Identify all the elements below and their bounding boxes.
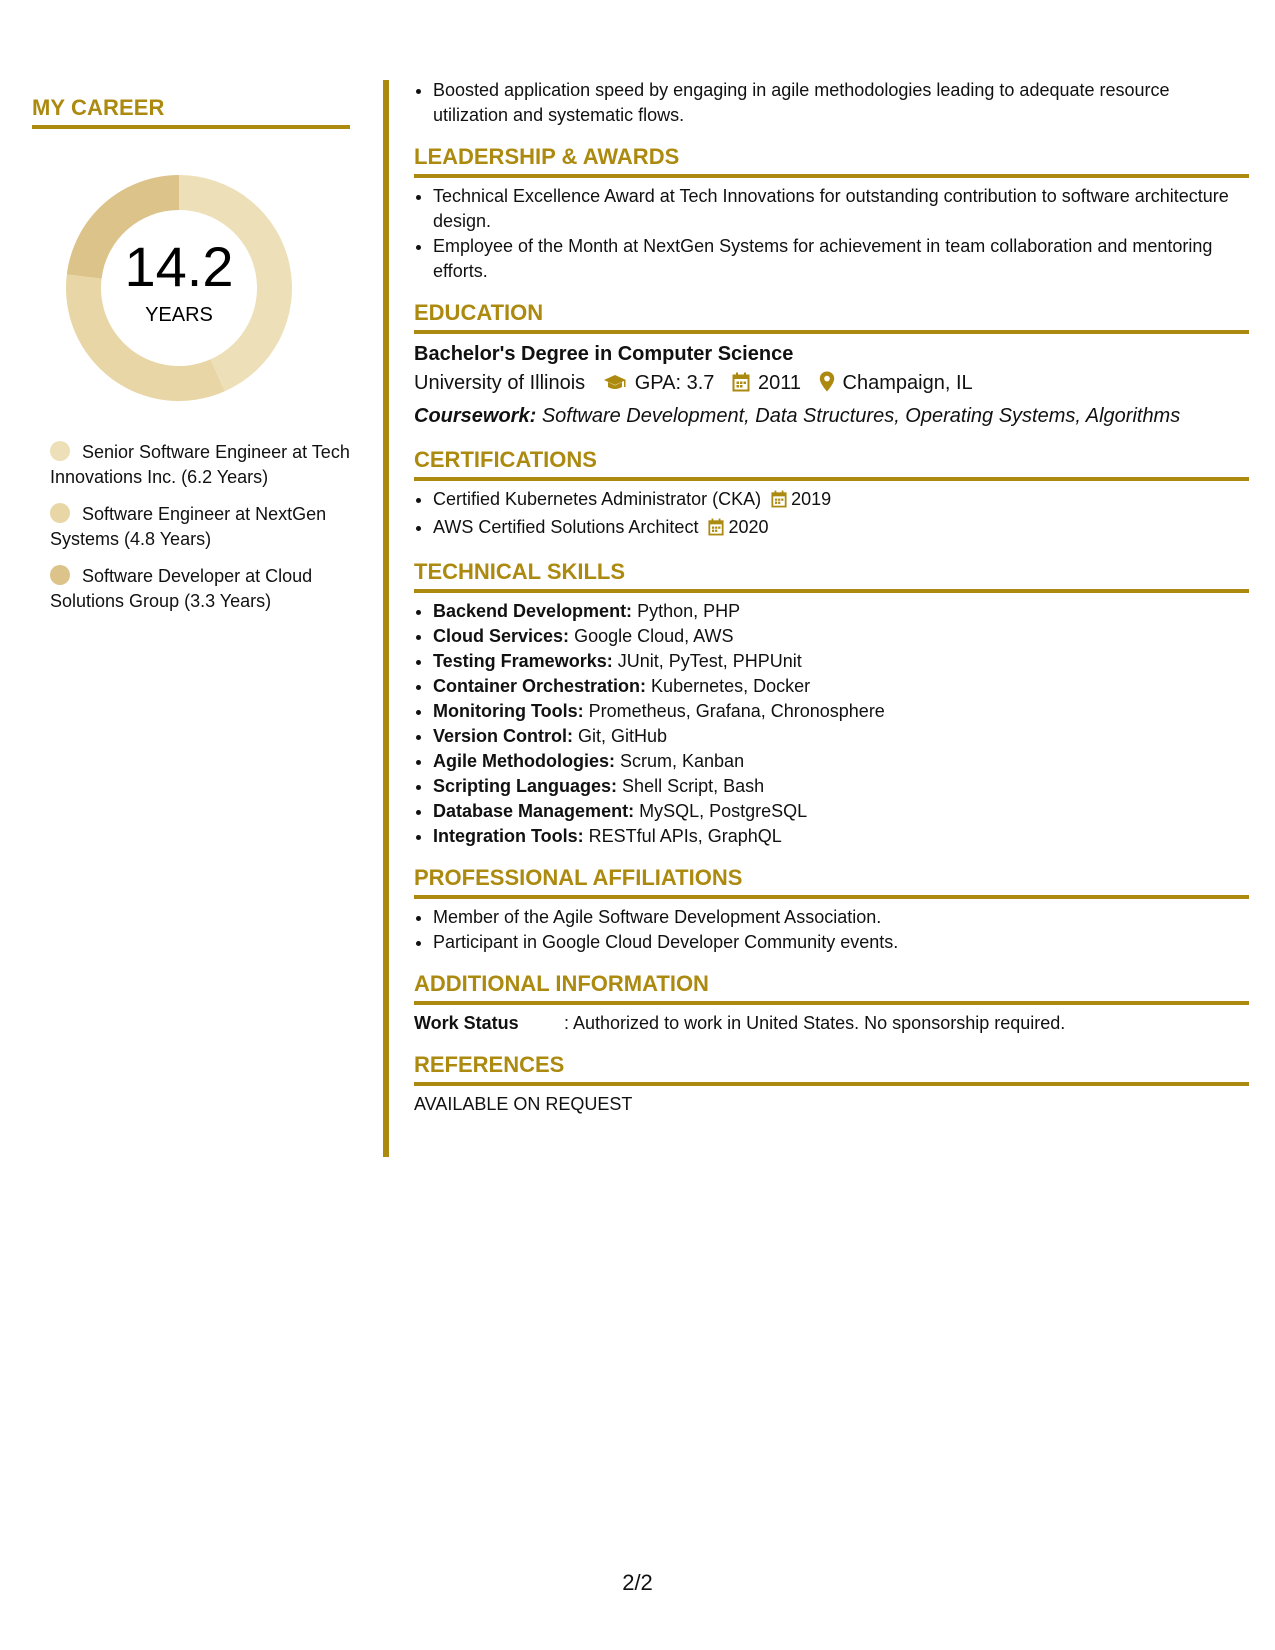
calendar-icon bbox=[732, 371, 750, 401]
certification-year: 2020 bbox=[728, 517, 769, 537]
coursework-label: Coursework: bbox=[414, 405, 537, 427]
total-years-value: 14.2 bbox=[124, 235, 234, 298]
coursework bbox=[414, 401, 1249, 431]
experience-bullets bbox=[414, 78, 1249, 128]
certifications-section bbox=[414, 447, 1249, 543]
legend-item bbox=[50, 440, 350, 490]
main-content bbox=[414, 78, 1249, 1117]
graduation-year: 2011 bbox=[757, 372, 801, 394]
skill-label: Scripting Languages: bbox=[433, 776, 618, 796]
legend-dot-icon bbox=[50, 441, 70, 461]
legend-label: Software Engineer at NextGen Systems (4.8 Years) bbox=[50, 504, 327, 549]
skill-value: Prometheus, Grafana, Chronosphere bbox=[588, 701, 885, 721]
skill-label: Cloud Services: bbox=[433, 626, 570, 646]
graduation-cap-icon bbox=[603, 371, 627, 401]
section-title: TECHNICAL SKILLS bbox=[414, 559, 1249, 593]
section-title: ADDITIONAL INFORMATION bbox=[414, 971, 1249, 1005]
school-location: Champaign, IL bbox=[842, 372, 973, 394]
list-item bbox=[433, 649, 1249, 674]
list-item bbox=[433, 674, 1249, 699]
section-title: LEADERSHIP & AWARDS bbox=[414, 144, 1249, 178]
list-item bbox=[433, 699, 1249, 724]
list-item: • Boosted application speed by engaging in agile methodologies leading to adequate resource utilization and systematic flows. bbox=[433, 78, 1249, 128]
legend-dot-icon bbox=[50, 565, 70, 585]
skills-section bbox=[414, 559, 1249, 849]
skill-value: Shell Script, Bash bbox=[622, 776, 765, 796]
additional-info-section bbox=[414, 971, 1249, 1036]
skill-label: Backend Development: bbox=[433, 601, 633, 621]
certification-year: 2019 bbox=[791, 489, 832, 509]
section-title: CERTIFICATIONS bbox=[414, 447, 1249, 481]
work-status bbox=[414, 1011, 1249, 1036]
education-details bbox=[414, 368, 1249, 401]
list-item bbox=[433, 624, 1249, 649]
section-title: REFERENCES bbox=[414, 1052, 1249, 1086]
skill-value: MySQL, PostgreSQL bbox=[639, 801, 808, 821]
page-number: 2/2 bbox=[622, 1570, 653, 1595]
list-item bbox=[433, 515, 1249, 543]
skill-value: Git, GitHub bbox=[578, 726, 668, 746]
skill-label: Database Management: bbox=[433, 801, 635, 821]
legend-item bbox=[50, 502, 350, 552]
list-item: • Member of the Agile Software Development Association. bbox=[433, 905, 1249, 930]
total-years-unit: YEARS bbox=[145, 304, 213, 326]
career-donut-chart bbox=[66, 175, 292, 401]
skill-label: Testing Frameworks: bbox=[433, 651, 613, 671]
list-item bbox=[433, 824, 1249, 849]
references-text: AVAILABLE ON REQUEST bbox=[414, 1094, 633, 1114]
career-title: MY CAREER bbox=[32, 95, 350, 129]
skill-value: Python, PHP bbox=[637, 601, 741, 621]
calendar-icon bbox=[771, 490, 787, 515]
column-divider bbox=[383, 80, 389, 1157]
work-status-value: : Authorized to work in United States. No sponsorship required. bbox=[564, 1013, 1066, 1033]
certification-name: AWS Certified Solutions Architect bbox=[433, 517, 699, 537]
affiliations-section bbox=[414, 865, 1249, 955]
legend-label: Software Developer at Cloud Solutions Group (3.3 Years) bbox=[50, 566, 313, 611]
section-title: EDUCATION bbox=[414, 300, 1249, 334]
coursework-list: Software Development, Data Structures, Operating Systems, Algorithms bbox=[541, 405, 1181, 427]
school-name: University of Illinois bbox=[414, 372, 586, 394]
skill-label: Monitoring Tools: bbox=[433, 701, 584, 721]
section-title: PROFESSIONAL AFFILIATIONS bbox=[414, 865, 1249, 899]
skill-value: Kubernetes, Docker bbox=[651, 676, 811, 696]
work-status-label: Work Status bbox=[414, 1013, 519, 1033]
list-item: • Technical Excellence Award at Tech Innovations for outstanding contribution to software architecture design. bbox=[433, 184, 1249, 234]
skill-value: RESTful APIs, GraphQL bbox=[588, 826, 782, 846]
skill-label: Version Control: bbox=[433, 726, 574, 746]
calendar-icon bbox=[708, 518, 724, 543]
career-legend bbox=[50, 440, 350, 626]
skill-label: Container Orchestration: bbox=[433, 676, 647, 696]
gpa: GPA: 3.7 bbox=[634, 372, 715, 394]
list-item bbox=[433, 724, 1249, 749]
skill-value: Google Cloud, AWS bbox=[574, 626, 734, 646]
list-item bbox=[433, 599, 1249, 624]
legend-label: Senior Software Engineer at Tech Innovations Inc. (6.2 Years) bbox=[50, 442, 350, 487]
degree-title: Bachelor's Degree in Computer Science bbox=[414, 343, 794, 365]
location-pin-icon bbox=[819, 371, 835, 401]
list-item bbox=[433, 749, 1249, 774]
list-item: • Participant in Google Cloud Developer Community events. bbox=[433, 930, 1249, 955]
list-item bbox=[433, 487, 1249, 515]
list-item bbox=[433, 799, 1249, 824]
list-item: • Employee of the Month at NextGen Systems for achievement in team collaboration and mentoring efforts. bbox=[433, 234, 1249, 284]
certification-name: Certified Kubernetes Administrator (CKA) bbox=[433, 489, 762, 509]
donut-center bbox=[66, 175, 292, 401]
legend-dot-icon bbox=[50, 503, 70, 523]
skill-value: Scrum, Kanban bbox=[620, 751, 745, 771]
list-item bbox=[433, 774, 1249, 799]
skill-label: Agile Methodologies: bbox=[433, 751, 615, 771]
references-section bbox=[414, 1052, 1249, 1117]
education-section bbox=[414, 300, 1249, 431]
skill-label: Integration Tools: bbox=[433, 826, 584, 846]
leadership-section bbox=[414, 144, 1249, 284]
skill-value: JUnit, PyTest, PHPUnit bbox=[617, 651, 802, 671]
career-sidebar bbox=[32, 95, 350, 611]
legend-item bbox=[50, 564, 350, 614]
